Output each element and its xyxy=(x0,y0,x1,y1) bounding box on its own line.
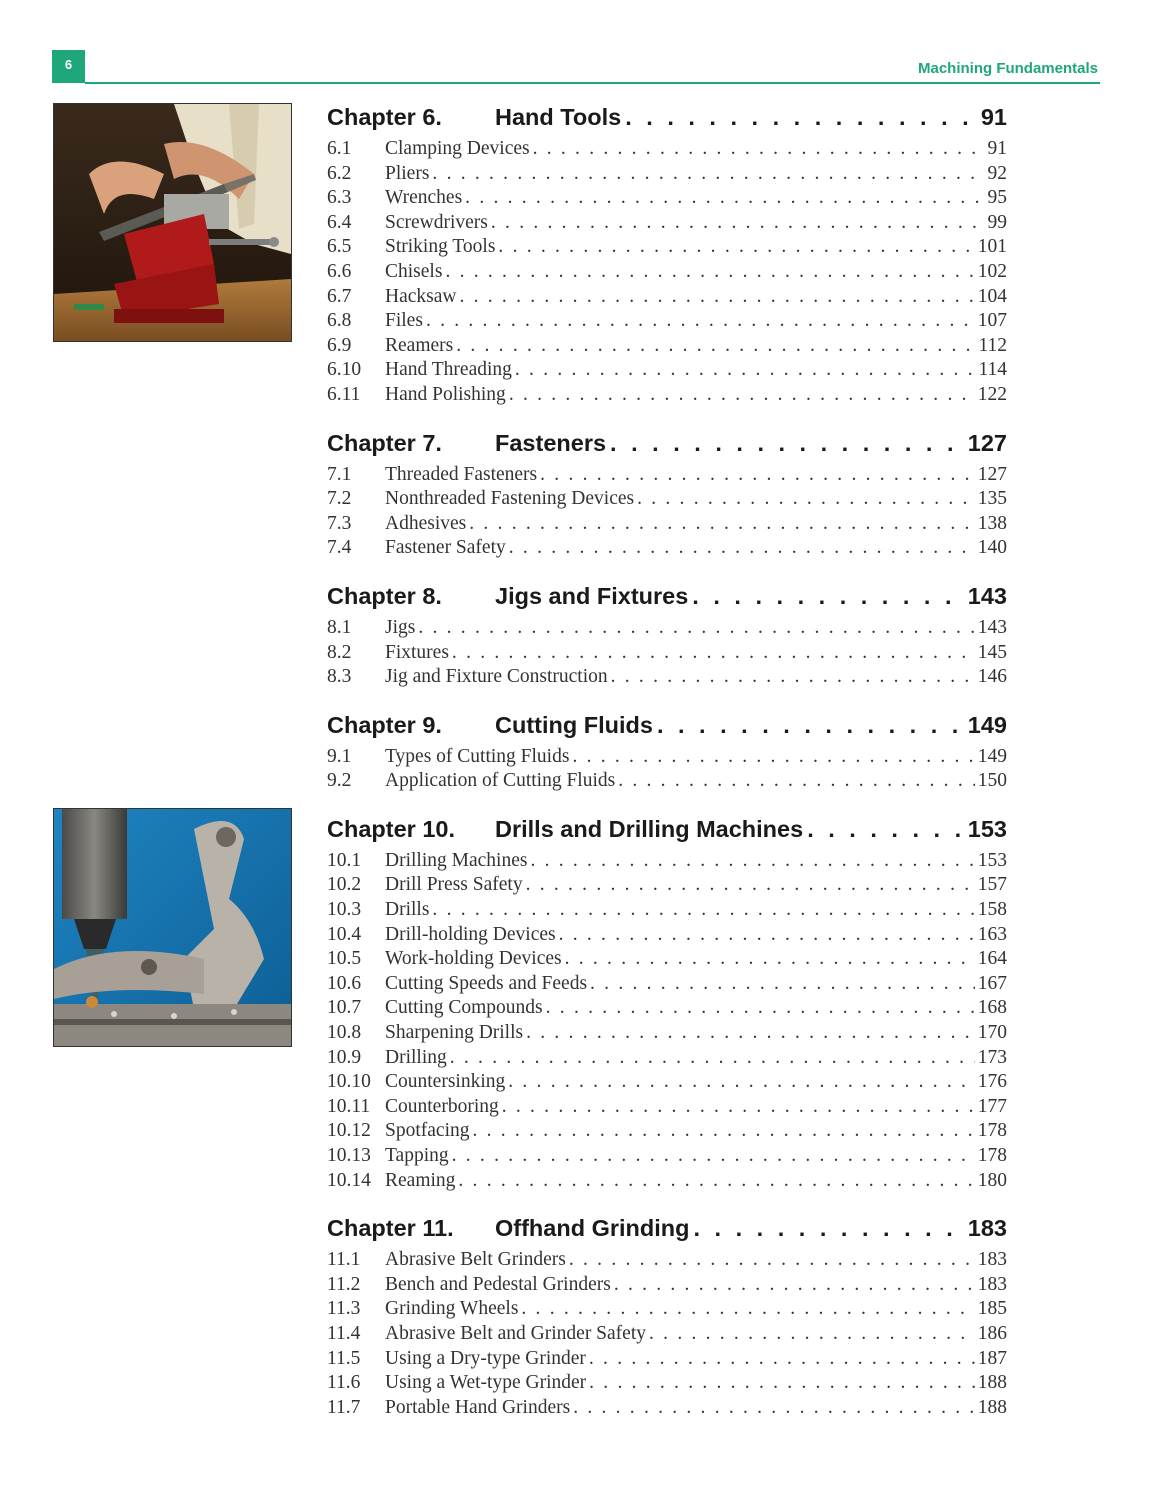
toc-section-row[interactable] xyxy=(327,137,1007,162)
dot-leader xyxy=(807,812,964,846)
section-page-number: 127 xyxy=(977,463,1007,485)
section-number: 9.1 xyxy=(327,745,352,767)
section-title: Abrasive Belt Grinders xyxy=(385,1249,566,1271)
section-page-number: 114 xyxy=(978,359,1007,381)
section-page-number: 177 xyxy=(977,1095,1007,1117)
section-page-number: 183 xyxy=(977,1273,1007,1295)
section-title: Drill-holding Devices xyxy=(385,923,556,945)
dot-leader xyxy=(502,1095,975,1120)
toc-section-row[interactable] xyxy=(327,186,1007,211)
toc-section-row[interactable] xyxy=(327,463,1007,488)
section-number: 10.3 xyxy=(327,899,362,921)
section-page-number: 95 xyxy=(987,187,1007,209)
section-title: Countersinking xyxy=(385,1071,506,1093)
toc-section-row[interactable] xyxy=(327,1297,1007,1322)
toc-section-row[interactable] xyxy=(327,260,1007,285)
toc-chapter xyxy=(327,426,1007,561)
toc-chapter xyxy=(327,812,1007,1193)
chapter-title: Cutting Fluids xyxy=(495,711,653,738)
section-page-number: 150 xyxy=(977,770,1007,792)
toc-section-row[interactable] xyxy=(327,383,1007,408)
dot-leader xyxy=(491,211,985,236)
section-page-number: 135 xyxy=(977,488,1007,510)
section-page-number: 157 xyxy=(977,874,1007,896)
dot-leader xyxy=(610,426,964,460)
toc-section-row[interactable] xyxy=(327,235,1007,260)
section-title: Hand Polishing xyxy=(385,383,506,405)
section-number: 8.1 xyxy=(327,616,352,638)
section-page-number: 104 xyxy=(977,285,1007,307)
dot-leader xyxy=(458,1169,974,1194)
section-page-number: 185 xyxy=(977,1298,1007,1320)
dot-leader xyxy=(509,383,975,408)
section-title: Work-holding Devices xyxy=(385,948,562,970)
section-title: Using a Wet-type Grinder xyxy=(385,1372,587,1394)
toc-section-row[interactable] xyxy=(327,512,1007,537)
chapter-label: Chapter 11. xyxy=(327,1215,454,1242)
section-number: 6.7 xyxy=(327,285,352,307)
toc-section-row[interactable] xyxy=(327,616,1007,641)
dot-leader xyxy=(450,1046,975,1071)
section-number: 6.10 xyxy=(327,359,362,381)
toc-section-row[interactable] xyxy=(327,487,1007,512)
dot-leader xyxy=(472,1119,974,1144)
section-title: Reamers xyxy=(385,334,454,356)
section-page-number: 188 xyxy=(977,1372,1007,1394)
section-title: Jigs xyxy=(385,616,416,638)
section-number: 10.9 xyxy=(327,1046,362,1068)
dot-leader xyxy=(611,665,975,690)
chapter-label: Chapter 8. xyxy=(327,582,442,609)
section-page-number: 158 xyxy=(977,899,1007,921)
section-page-number: 188 xyxy=(977,1396,1007,1418)
section-title: Drilling Machines xyxy=(385,849,528,871)
dot-leader xyxy=(445,260,974,285)
toc-chapter xyxy=(327,579,1007,690)
section-list xyxy=(327,463,1007,561)
header-rule xyxy=(85,82,1100,84)
chapter-page-number: 91 xyxy=(980,104,1007,130)
dot-leader xyxy=(649,1322,975,1347)
chapter-label: Chapter 7. xyxy=(327,429,442,456)
section-title: Abrasive Belt and Grinder Safety xyxy=(385,1322,647,1344)
dot-leader xyxy=(465,186,984,211)
section-number: 7.4 xyxy=(327,537,352,559)
toc-section-row[interactable] xyxy=(327,641,1007,666)
section-title: Grinding Wheels xyxy=(385,1298,519,1320)
dot-leader xyxy=(540,463,975,488)
chapter-label: Chapter 6. xyxy=(327,104,442,130)
section-number: 6.6 xyxy=(327,260,352,282)
toc-section-row[interactable] xyxy=(327,285,1007,310)
section-title: Screwdrivers xyxy=(385,211,488,233)
section-number: 11.7 xyxy=(327,1396,361,1418)
section-number: 11.2 xyxy=(327,1273,361,1295)
chapter-heading[interactable] xyxy=(327,100,1007,134)
chapter-page-number: 143 xyxy=(967,582,1007,609)
page-number-tab: 6 xyxy=(52,50,85,83)
toc-section-row[interactable] xyxy=(327,309,1007,334)
section-page-number: 186 xyxy=(977,1322,1007,1344)
chapter-label: Chapter 10. xyxy=(327,815,455,842)
toc-section-row[interactable] xyxy=(327,1119,1007,1144)
section-page-number: 168 xyxy=(977,997,1007,1019)
section-number: 10.11 xyxy=(327,1095,371,1117)
section-page-number: 138 xyxy=(977,512,1007,534)
section-page-number: 164 xyxy=(977,948,1007,970)
toc-section-row[interactable] xyxy=(327,1169,1007,1194)
toc-section-row[interactable] xyxy=(327,1273,1007,1298)
dot-leader xyxy=(452,641,975,666)
section-title: Wrenches xyxy=(385,187,463,209)
dot-leader xyxy=(526,1021,975,1046)
chapter-heading[interactable] xyxy=(327,579,1007,613)
toc-section-row[interactable] xyxy=(327,1248,1007,1273)
section-number: 10.4 xyxy=(327,923,362,945)
section-title: Hacksaw xyxy=(385,285,457,307)
section-number: 11.1 xyxy=(327,1249,361,1271)
section-title: Tapping xyxy=(385,1145,449,1166)
dot-leader xyxy=(469,512,975,537)
toc-section-row[interactable] xyxy=(327,1371,1007,1396)
section-title: Spotfacing xyxy=(385,1120,470,1142)
section-number: 6.4 xyxy=(327,211,352,233)
section-title: Cutting Compounds xyxy=(385,997,543,1019)
running-header-title: Machining Fundamentals xyxy=(917,60,1098,77)
section-page-number: 178 xyxy=(977,1120,1007,1142)
section-number: 10.5 xyxy=(327,948,362,970)
section-title: Adhesives xyxy=(385,512,467,534)
section-number: 6.8 xyxy=(327,310,352,332)
section-page-number: 107 xyxy=(977,310,1007,332)
section-number: 10.2 xyxy=(327,874,362,896)
chapter-page-number: 149 xyxy=(967,711,1007,738)
section-page-number: 173 xyxy=(977,1046,1007,1068)
section-title: Fastener Safety xyxy=(385,537,506,559)
section-title: Types of Cutting Fluids xyxy=(385,745,570,767)
section-page-number: 183 xyxy=(977,1249,1007,1271)
dot-leader xyxy=(526,873,975,898)
chapter-heading[interactable] xyxy=(327,426,1007,460)
dot-leader xyxy=(637,487,975,512)
dot-leader xyxy=(432,898,974,923)
toc-section-row[interactable] xyxy=(327,972,1007,997)
section-page-number: 101 xyxy=(977,236,1007,258)
section-number: 10.12 xyxy=(327,1120,371,1142)
dot-leader xyxy=(546,996,975,1021)
section-page-number: 122 xyxy=(977,383,1007,405)
dot-leader xyxy=(618,769,975,794)
section-title: Cutting Speeds and Feeds xyxy=(385,972,588,994)
toc-section-row[interactable] xyxy=(327,873,1007,898)
dot-leader xyxy=(559,923,975,948)
dot-leader xyxy=(452,1144,975,1169)
chapter-title: Drills and Drilling Machines xyxy=(495,815,804,842)
toc-section-row[interactable] xyxy=(327,665,1007,690)
dot-leader xyxy=(498,235,974,260)
dot-leader xyxy=(533,137,985,162)
section-number: 6.11 xyxy=(327,383,361,405)
section-list xyxy=(327,849,1007,1193)
section-title: Fixtures xyxy=(385,641,449,663)
chapter-title: Jigs and Fixtures xyxy=(495,582,689,609)
section-page-number: 140 xyxy=(977,537,1007,559)
section-list xyxy=(327,1248,1007,1420)
section-title: Portable Hand Grinders xyxy=(385,1396,571,1418)
toc-section-row[interactable] xyxy=(327,947,1007,972)
dot-leader xyxy=(589,1371,975,1396)
chapter-page-number: 127 xyxy=(967,429,1007,456)
section-list xyxy=(327,745,1007,794)
section-number: 10.8 xyxy=(327,1022,362,1044)
dot-leader xyxy=(509,536,975,561)
chapter-label: Chapter 9. xyxy=(327,711,442,738)
section-number: 9.2 xyxy=(327,770,352,792)
toc-section-row[interactable] xyxy=(327,849,1007,874)
section-title: Nonthreaded Fastening Devices xyxy=(385,488,635,510)
section-list xyxy=(327,616,1007,690)
section-number: 11.6 xyxy=(327,1372,361,1394)
hand-filing-in-vise-photo xyxy=(53,103,292,342)
section-page-number: 92 xyxy=(987,162,1007,184)
section-title: Reaming xyxy=(385,1169,456,1191)
section-title: Drills xyxy=(385,899,430,921)
section-title: Application of Cutting Fluids xyxy=(385,770,616,792)
dot-leader xyxy=(625,100,977,134)
toc-section-row[interactable] xyxy=(327,1021,1007,1046)
toc-section-row[interactable] xyxy=(327,1396,1007,1421)
section-page-number: 145 xyxy=(977,641,1007,663)
chapter-heading[interactable] xyxy=(327,708,1007,742)
section-page-number: 91 xyxy=(987,138,1007,159)
dot-leader xyxy=(692,579,964,613)
section-number: 10.1 xyxy=(327,849,362,871)
dot-leader xyxy=(572,745,974,770)
section-title: Clamping Devices xyxy=(385,138,530,159)
section-page-number: 170 xyxy=(977,1022,1007,1044)
dot-leader xyxy=(459,285,974,310)
section-page-number: 176 xyxy=(977,1071,1007,1093)
chapter-title: Fasteners xyxy=(495,429,607,456)
section-number: 10.7 xyxy=(327,997,362,1019)
dot-leader xyxy=(432,162,984,187)
section-page-number: 178 xyxy=(977,1145,1007,1166)
dot-leader xyxy=(589,1347,975,1372)
toc-section-row[interactable] xyxy=(327,1095,1007,1120)
section-number: 6.3 xyxy=(327,187,352,209)
section-page-number: 146 xyxy=(977,666,1007,688)
chapter-page-number: 153 xyxy=(967,815,1007,842)
section-number: 6.2 xyxy=(327,162,352,184)
toc-section-row[interactable] xyxy=(327,1347,1007,1372)
section-number: 11.3 xyxy=(327,1298,361,1320)
toc-section-row[interactable] xyxy=(327,1070,1007,1095)
section-title: Using a Dry-type Grinder xyxy=(385,1347,586,1369)
toc-section-row[interactable] xyxy=(327,1046,1007,1071)
toc-section-row[interactable] xyxy=(327,923,1007,948)
toc-section-row[interactable] xyxy=(327,745,1007,770)
dot-leader xyxy=(418,616,974,641)
section-title: Jig and Fixture Construction xyxy=(385,666,608,688)
toc-section-row[interactable] xyxy=(327,1322,1007,1347)
section-title: Pliers xyxy=(385,162,430,184)
section-title: Drilling xyxy=(385,1046,447,1068)
section-title: Sharpening Drills xyxy=(385,1022,524,1044)
section-number: 8.2 xyxy=(327,641,352,663)
section-page-number: 143 xyxy=(977,616,1007,638)
section-title: Drill Press Safety xyxy=(385,874,523,896)
section-number: 10.6 xyxy=(327,972,362,994)
dot-leader xyxy=(508,1070,975,1095)
section-title: Chisels xyxy=(385,260,443,282)
section-number: 7.1 xyxy=(327,463,352,485)
drill-press-drilling-casting-photo xyxy=(53,808,292,1047)
toc-section-row[interactable] xyxy=(327,358,1007,383)
chapter-page-number: 183 xyxy=(967,1215,1007,1242)
dot-leader xyxy=(426,309,975,334)
dot-leader xyxy=(573,1396,975,1421)
section-number: 6.9 xyxy=(327,334,352,356)
dot-leader xyxy=(521,1297,974,1322)
dot-leader xyxy=(657,708,964,742)
section-page-number: 187 xyxy=(977,1347,1007,1369)
dot-leader xyxy=(565,947,975,972)
section-title: Counterboring xyxy=(385,1095,499,1117)
section-page-number: 163 xyxy=(977,923,1007,945)
dot-leader xyxy=(694,1211,964,1245)
section-number: 7.2 xyxy=(327,488,352,510)
toc-section-row[interactable] xyxy=(327,536,1007,561)
toc-section-row[interactable] xyxy=(327,996,1007,1021)
section-page-number: 153 xyxy=(977,849,1007,871)
section-number: 6.1 xyxy=(327,138,352,159)
section-title: Files xyxy=(385,310,423,332)
dot-leader xyxy=(530,849,974,874)
section-page-number: 112 xyxy=(978,334,1007,356)
chapter-heading[interactable] xyxy=(327,812,1007,846)
dot-leader xyxy=(614,1273,975,1298)
chapter-heading[interactable] xyxy=(327,1211,1007,1245)
section-title: Threaded Fasteners xyxy=(385,463,538,485)
toc-chapter xyxy=(327,708,1007,794)
section-title: Striking Tools xyxy=(385,236,496,258)
toc-section-row[interactable] xyxy=(327,769,1007,794)
table-of-contents xyxy=(327,100,1007,1438)
toc-chapter xyxy=(327,100,1007,408)
toc-section-row[interactable] xyxy=(327,334,1007,359)
section-number: 11.4 xyxy=(327,1322,361,1344)
dot-leader xyxy=(456,334,975,359)
chapter-title: Offhand Grinding xyxy=(495,1215,690,1242)
section-number: 10.14 xyxy=(327,1169,371,1191)
toc-section-row[interactable] xyxy=(327,211,1007,236)
section-page-number: 180 xyxy=(977,1169,1007,1191)
toc-section-row[interactable] xyxy=(327,162,1007,187)
section-page-number: 167 xyxy=(977,972,1007,994)
section-number: 7.3 xyxy=(327,512,352,534)
section-number: 11.5 xyxy=(327,1347,361,1369)
dot-leader xyxy=(515,358,976,383)
section-page-number: 99 xyxy=(987,211,1007,233)
section-number: 10.13 xyxy=(327,1145,371,1166)
section-number: 10.10 xyxy=(327,1071,371,1093)
section-number: 6.5 xyxy=(327,236,352,258)
dot-leader xyxy=(569,1248,975,1273)
section-page-number: 102 xyxy=(977,260,1007,282)
toc-section-row[interactable] xyxy=(327,1144,1007,1169)
section-list xyxy=(327,137,1007,408)
section-page-number: 149 xyxy=(977,745,1007,767)
section-title: Bench and Pedestal Grinders xyxy=(385,1273,611,1295)
toc-chapter xyxy=(327,1211,1007,1420)
section-title: Hand Threading xyxy=(385,359,512,381)
chapter-title: Hand Tools xyxy=(495,104,622,130)
toc-section-row[interactable] xyxy=(327,898,1007,923)
dot-leader xyxy=(590,972,975,997)
section-number: 8.3 xyxy=(327,666,352,688)
